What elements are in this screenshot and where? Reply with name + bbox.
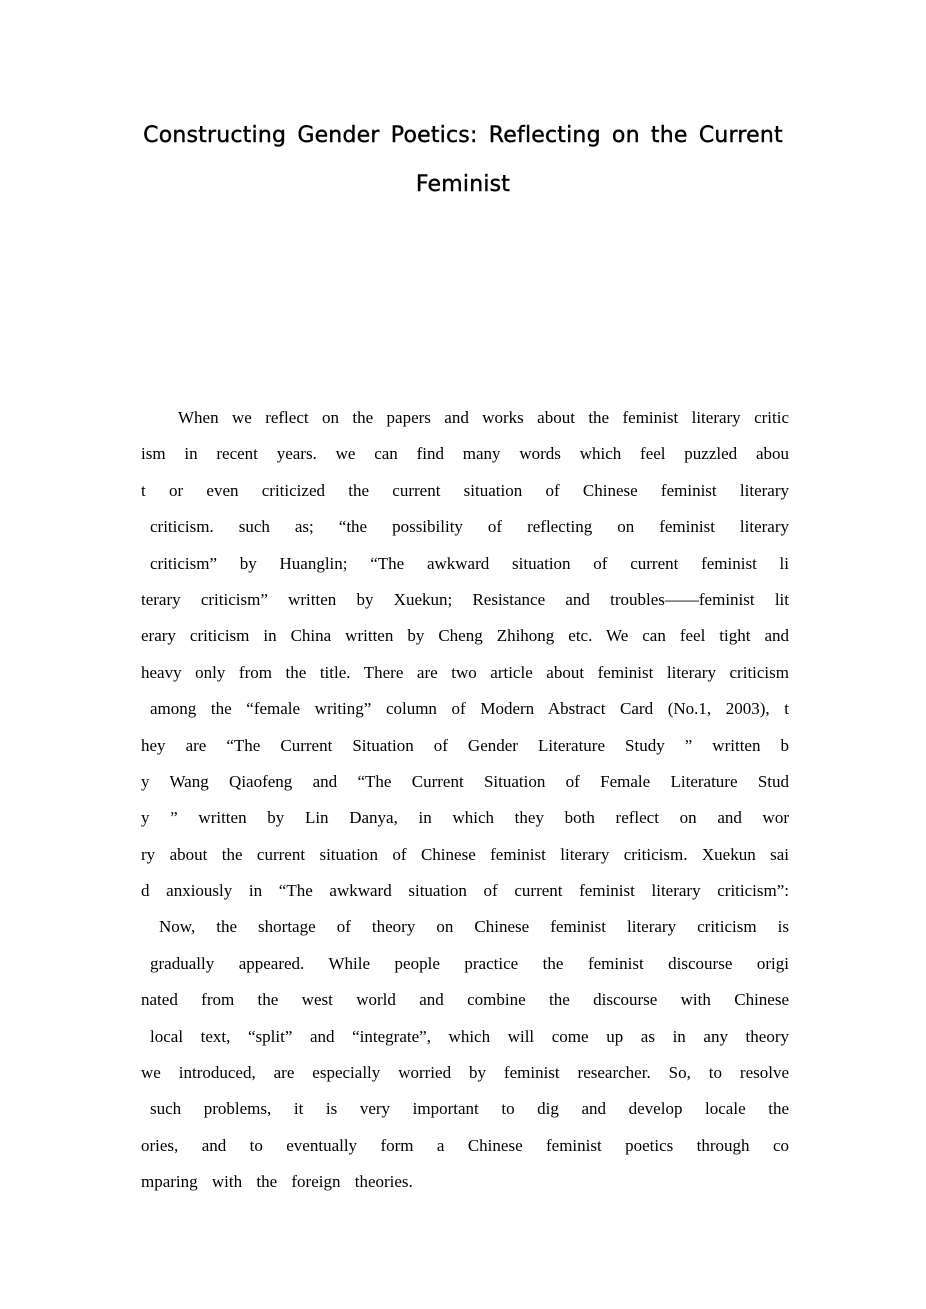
text-line: criticism. such as; “the possibility of reflecting on feminist literary <box>150 517 789 537</box>
text-line: among the “female writing” column of Modern Abstract Card (No.1, 2003), t <box>150 699 789 719</box>
text-line: y ” written by Lin Danya, in which they both reflect on and wor <box>141 808 789 828</box>
document-title-line-1: Constructing Gender Poetics: Reflecting on the Current <box>143 123 783 148</box>
text-line: Now, the shortage of theory on Chinese feminist literary criticism is <box>159 917 789 937</box>
document-title-line-2: Feminist <box>415 172 511 197</box>
text-line: hey are “The Current Situation of Gender Literature Study ” written b <box>141 735 789 755</box>
text-line: we introduced, are especially worried by feminist researcher. So, to resolve <box>141 1063 789 1083</box>
text-line: local text, “split” and “integrate”, which will come up as in any theory <box>150 1026 789 1046</box>
text-line: such problems, it is very important to dig and develop locale the <box>150 1099 789 1119</box>
text-line: ism in recent years. we can find many words which feel puzzled abou <box>141 444 789 464</box>
text-line: ories, and to eventually form a Chinese feminist poetics through co <box>141 1135 789 1155</box>
text-line: t or even criticized the current situation of Chinese feminist literary <box>141 480 789 500</box>
body-paragraph <box>141 400 789 1201</box>
text-line: mparing with the foreign theories. <box>141 1172 413 1192</box>
text-line: d anxiously in “The awkward situation of current feminist literary criticism”: <box>141 881 789 901</box>
text-line: ry about the current situation of Chinese feminist literary criticism. Xuekun sai <box>141 844 789 864</box>
text-line: heavy only from the title. There are two article about feminist literary criticism <box>141 662 789 682</box>
text-line: gradually appeared. While people practice the feminist discourse origi <box>150 953 789 973</box>
text-line: criticism” by Huanglin; “The awkward situation of current feminist li <box>150 553 789 573</box>
text-line: y Wang Qiaofeng and “The Current Situation of Female Literature Stud <box>141 771 789 791</box>
text-line: nated from the west world and combine the discourse with Chinese <box>141 990 789 1010</box>
text-line: terary criticism” written by Xuekun; Resistance and troubles——feminist lit <box>141 589 789 609</box>
text-line: When we reflect on the papers and works about the feminist literary critic <box>178 408 789 427</box>
text-line: erary criticism in China written by Cheng Zhihong etc. We can feel tight and <box>141 626 789 646</box>
